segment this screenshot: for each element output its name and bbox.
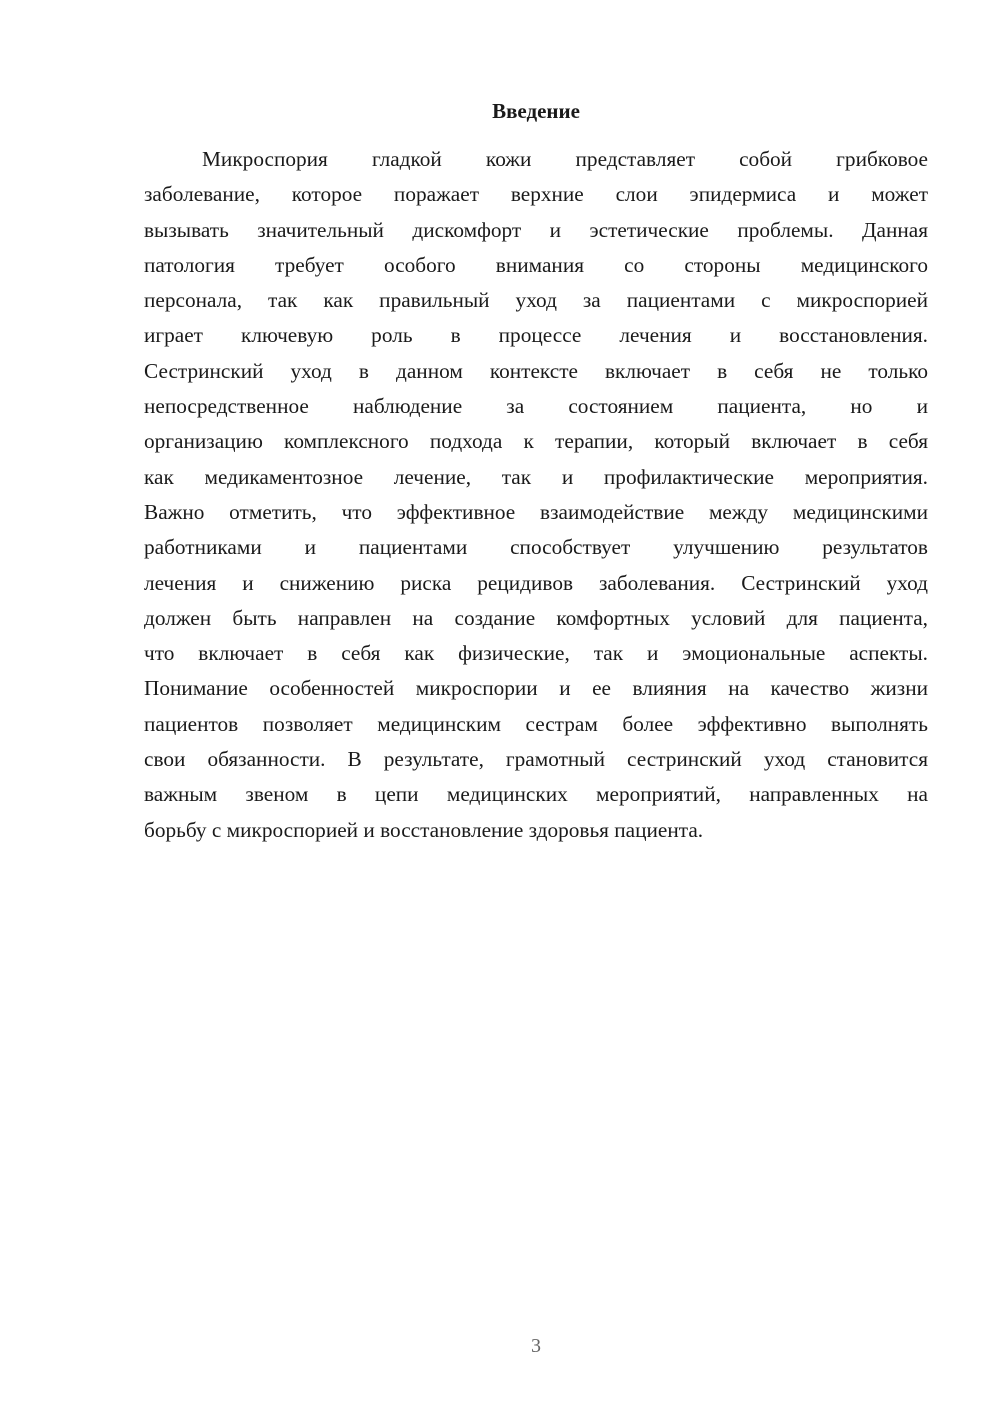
page-number: 3	[531, 1335, 541, 1357]
paragraph-line: Важно отметить, что эффективное взаимодействие между медицинскими	[144, 499, 928, 524]
paragraph-line: что включает в себя как физические, так и эмоциональные аспекты.	[144, 641, 928, 666]
paragraph-line: пациентов позволяет медицинским сестрам более эффективно выполнять	[144, 711, 928, 736]
paragraph-line: непосредственное наблюдение за состоянием пациента, но и	[144, 394, 928, 419]
paragraph-line: персонала, так как правильный уход за пациентами с микроспорией	[144, 288, 928, 313]
paragraph-line: вызывать значительный дискомфорт и эстетические проблемы. Данная	[144, 217, 928, 242]
paragraph-line: патология требует особого внимания со стороны медицинского	[144, 252, 928, 277]
paragraph-line: организацию комплексного подхода к терапии, который включает в себя	[144, 429, 928, 454]
paragraph-line: Сестринский уход в данном контексте включает в себя не только	[144, 358, 928, 383]
paragraph-line: борьбу с микроспорией и восстановление здоровья пациента.	[144, 817, 704, 842]
paragraph-line: Микроспория гладкой кожи представляет собой грибковое	[202, 147, 928, 171]
paragraph-line: заболевание, которое поражает верхние слои эпидермиса и может	[144, 182, 928, 207]
paragraph-line: важным звеном в цепи медицинских мероприятий, направленных на	[144, 782, 928, 807]
paragraph-line: лечения и снижению риска рецидивов заболевания. Сестринский уход	[144, 570, 928, 595]
paragraph-line: играет ключевую роль в процессе лечения и восстановления.	[144, 323, 928, 348]
page-title: Введение	[492, 99, 580, 123]
paragraph-line: свои обязанности. В результате, грамотный сестринский уход становится	[144, 747, 928, 772]
introduction-paragraph	[144, 142, 928, 848]
paragraph-line: Понимание особенностей микроспории и ее влияния на качество жизни	[144, 676, 928, 701]
paragraph-line: должен быть направлен на создание комфортных условий для пациента,	[144, 605, 928, 630]
paragraph-line: как медикаментозное лечение, так и профилактические мероприятия.	[144, 464, 928, 489]
paragraph-line: работниками и пациентами способствует улучшению результатов	[144, 535, 928, 560]
